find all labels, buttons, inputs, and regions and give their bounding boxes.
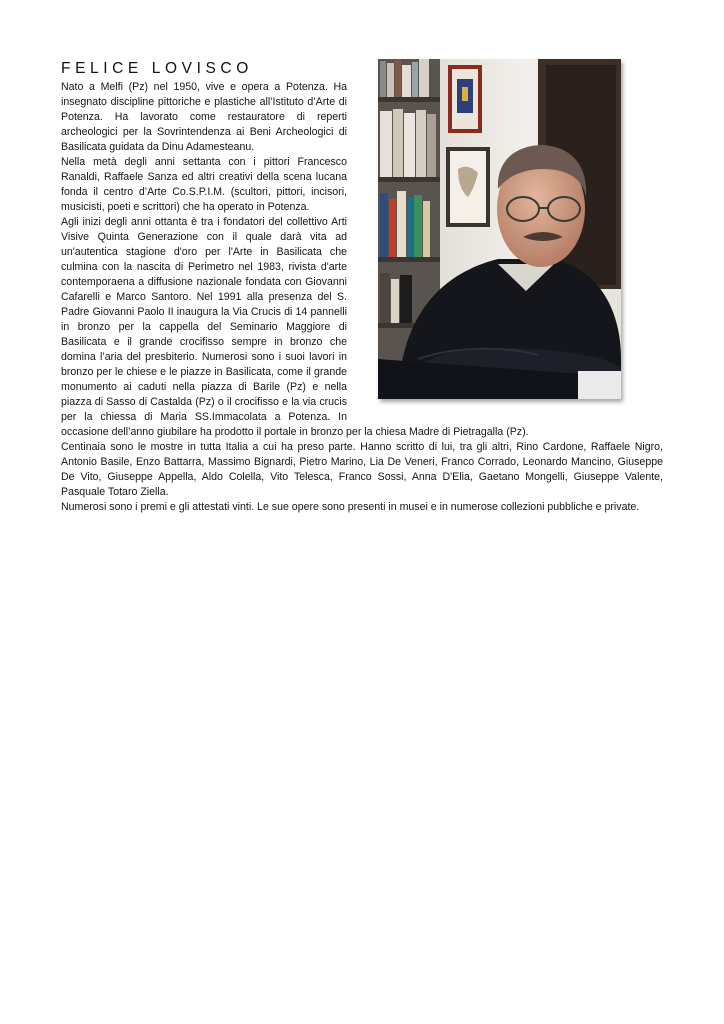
bio-paragraph-2: Nella metà degli anni settanta con i pittori Francesco Ranaldi, Raffaele Sanza ed altri creativi della scena lucana fonda il centro d’Arte Co.S.P.I.M. (scultori, pittori, incisori, musicisti, poeti e scrittori) che ha operato in Potenza. xyxy=(61,156,347,213)
bio-paragraph-3: Agli inizi degli anni ottanta è tra i fondatori del collettivo Arti Visive Quinta Generazione con il quale darà vita ad un'autentica stagione d'oro per l'Arte in Basilicata che culmina con la nascita di Perimetro nel 1983, rivista d'arte contemporaena a diffusione nazionale fondata con Giovanni Cafarelli e Marco Santoro. Nel 1991 alla presenza del S. Padre Giovanni Paolo II inaugura la Via Crucis di 14 pannelli in bronzo per la cappella del Seminario Maggiore di Basilicata e il grande crocifisso sempre in bronzo che domina l’aria del presbiterio. Numerosi sono i suoi lavori in bronzo per le chiese e le piazze in Basilicata, come il grande monumento ai caduti nella piazza di Barile (Pz) e nella piazza di Sasso di Castalda (Pz) o il crocifisso e la via crucis per la chiessa di Maria SS.Immacolata a Potenza. In occasione dell’anno giubilare ha prodotto il portale in bronzo per la chiesa Madre di Pietragalla (Pz). xyxy=(61,216,529,438)
document-title: FELICE LOVISCO xyxy=(61,60,253,77)
bio-paragraph-4: Centinaia sono le mostre in tutta Italia a cui ha preso parte. Hanno scritto di lui, tra gli altri, Rino Cardone, Raffaele Nigro, Antonio Basile, Enzo Battarra, Massimo Bignardi, Pietro Marino, Lia De Veneri, Franco Corrado, Leonardo Mancino, Giuseppe De Vito, Giuseppe Appella, Aldo Colella, Vito Telesca, Franco Sossi, Anna D'Elia, Gaetano Mongelli, Giuseppe Valente, Pasquale Totaro Ziella. xyxy=(61,441,663,498)
bio-paragraph-5: Numerosi sono i premi e gli attestati vinti. Le sue opere sono presenti in musei e in numerose collezioni pubbliche e private. xyxy=(61,501,640,513)
photo-spacer xyxy=(347,80,663,414)
biography-text xyxy=(61,80,663,515)
bio-paragraph-1: Nato a Melfi (Pz) nel 1950, vive e opera a Potenza. Ha insegnato discipline pittoriche e plastiche all’Istituto d’Arte di Potenza. Ha lavorato come restauratore di reperti archeologici per la Sovrintendenza ai Beni Archeologici di Basilicata guidata da Dinu Adamesteanu. xyxy=(61,81,347,153)
